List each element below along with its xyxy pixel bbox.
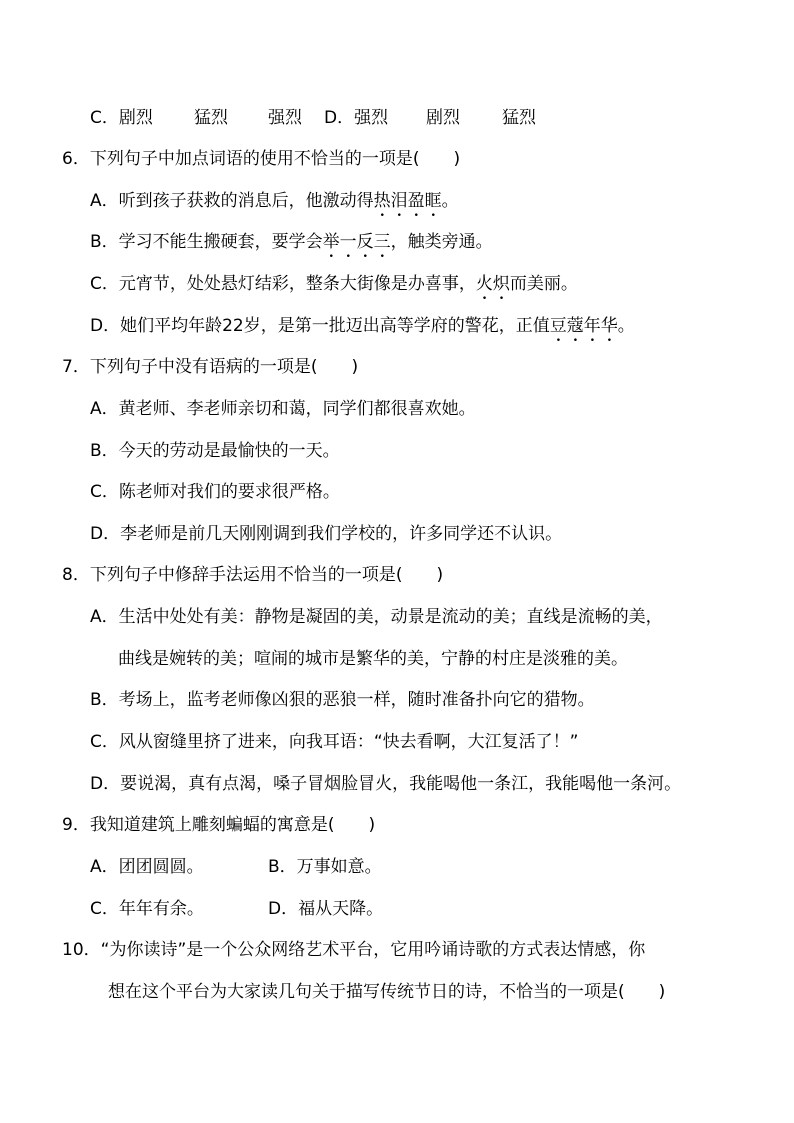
q8-stem: 8．下列句子中修辞手法运用不恰当的一项是( ) [62,565,444,585]
q7-stem: 7．下列句子中没有语病的一项是( ) [62,357,359,377]
q10-stem-continued: 想在这个平台为大家读几句关于描写传统节日的诗，不恰当的一项是( ) [108,982,666,1002]
q9-options-row-2 [90,898,410,920]
q6-dotted-word-b: 举一反三 [322,232,391,252]
q5-options-row [90,107,570,129]
q6-dotted-word-a: 热泪盈眶 [373,191,442,211]
q5-option-d-3: 猛烈 [502,108,536,128]
q6-dotted-word-d: 豆蔻年华 [549,316,618,336]
q5-option-c-3: 强烈 [268,108,302,128]
q5-option-d-2: 剧烈 [426,108,460,128]
q6-option-c: C．元宵节，处处悬灯结彩，整条大街像是办喜事，火炽而美丽。 [90,274,578,294]
q7-option-c: C．陈老师对我们的要求很严格。 [90,482,340,502]
q6-option-d: D．她们平均年龄22岁，是第一批迈出高等学府的警花，正值豆蔻年华。 [90,316,635,336]
q9-options-row-1 [90,856,410,878]
q5-option-d-1: D．强烈 [324,108,389,128]
q9-stem: 9．我知道建筑上雕刻蝙蝠的寓意是( ) [62,815,376,835]
q7-option-a: A．黄老师、李老师亲切和蔼，同学们都很喜欢她。 [90,399,476,419]
q5-option-c-2: 猛烈 [194,108,228,128]
q8-option-b: B．考场上，监考老师像凶狠的恶狼一样，随时准备扑向它的猎物。 [90,690,595,710]
q8-option-a-continued: 曲线是婉转的美；喧闹的城市是繁华的美，宁静的村庄是淡雅的美。 [118,649,628,669]
q5-option-c-1: C．剧烈 [90,108,153,128]
q9-option-a: A．团团圆圆。 [90,857,204,877]
q6-dotted-word-c: 火炽 [475,274,510,294]
q8-option-d: D．要说渴，真有点渴，嗓子冒烟脸冒火，我能喝他一条江，我能喝他一条河。 [90,774,682,794]
q9-option-c: C．年年有余。 [90,899,204,919]
q7-option-d: D．李老师是前几天刚刚调到我们学校的，许多同学还不认识。 [90,524,563,544]
q9-option-d: D．福从天降。 [268,899,384,919]
q6-option-a: A．听到孩子获救的消息后，他激动得热泪盈眶。 [90,191,459,211]
q9-option-b: B．万事如意。 [268,857,382,877]
q7-option-b: B．今天的劳动是最愉快的一天。 [90,441,340,461]
q8-option-a: A．生活中处处有美：静物是凝固的美，动景是流动的美；直线是流畅的美， [90,607,663,627]
q6-stem: 6．下列句子中加点词语的使用不恰当的一项是( ) [62,149,461,169]
q8-option-c: C．风从窗缝里挤了进来，向我耳语：“快去看啊，大江复活了！” [90,732,579,752]
q10-stem: 10．“为你读诗”是一个公众网络艺术平台，它用吟诵诗歌的方式表达情感，你 [62,940,646,960]
q6-option-b: B．学习不能生搬硬套，要学会举一反三，触类旁通。 [90,232,493,252]
